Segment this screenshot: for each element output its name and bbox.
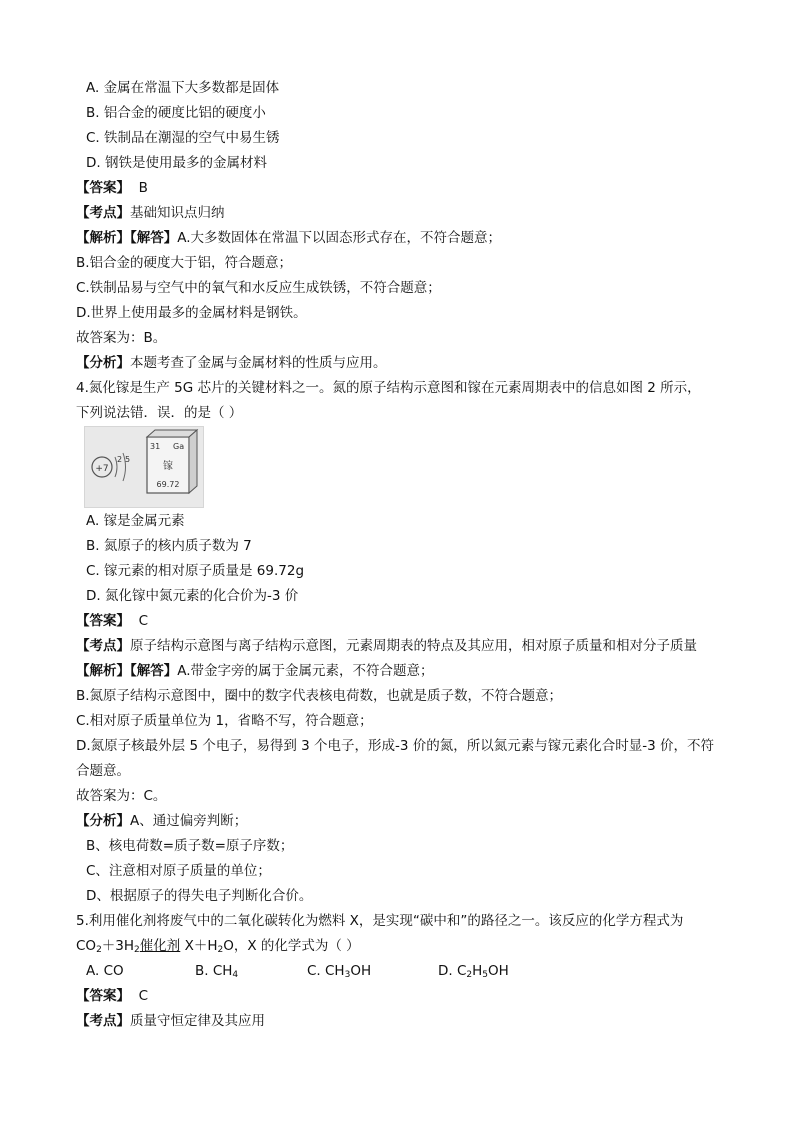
opt-d-sub2: 5 bbox=[482, 970, 489, 980]
q3-option-c: C. 铁制品在潮湿的空气中易生锈 bbox=[86, 130, 280, 146]
q3-summary bbox=[76, 353, 387, 373]
analysis-subtag: 【解答】 bbox=[130, 230, 178, 246]
q4-analysis-d-line-1: D.氮原子核最外层 5 个电子，易得到 3 个电子，形成-3 价的氮，所以氮元素与镓元素化合时显-3 价，不符 bbox=[76, 738, 715, 754]
eq-catalyst: 催化剂 bbox=[139, 938, 181, 954]
atom-and-element-figure bbox=[85, 427, 203, 507]
summary-tag: 【分析】 bbox=[76, 355, 130, 371]
q4-analysis-c: C.相对原子质量单位为 1，省略不写，符合题意； bbox=[76, 713, 373, 729]
q4-answer bbox=[76, 611, 148, 631]
point-text: 质量守恒定律及其应用 bbox=[130, 1013, 265, 1029]
eq-products: X＋H bbox=[180, 938, 218, 954]
q4-analysis-b: B.氮原子结构示意图中，圈中的数字代表核电荷数，也就是质子数，不符合题意； bbox=[76, 688, 563, 704]
opt-d-sub1: 2 bbox=[466, 970, 473, 980]
q4-final-answer: 故答案为：C。 bbox=[76, 788, 167, 804]
element-mass: 69.72 bbox=[156, 480, 180, 489]
point-tag: 【考点】 bbox=[76, 205, 130, 221]
eq-tail: O，X 的化学式为（ ） bbox=[223, 938, 360, 954]
shell-1-count: 2 bbox=[117, 455, 123, 464]
q4-figure bbox=[84, 426, 204, 508]
q3-option-b: B. 铝合金的硬度比铝的硬度小 bbox=[86, 105, 266, 121]
point-text: 基础知识点归纳 bbox=[130, 205, 225, 221]
eq-sub: 2 bbox=[217, 945, 224, 955]
summary-tag: 【分析】 bbox=[76, 813, 130, 829]
analysis-subtag: 【解答】 bbox=[130, 663, 178, 679]
q3-analysis-d: D.世界上使用最多的金属材料是钢铁。 bbox=[76, 305, 307, 321]
q3-analysis-b: B.铝合金的硬度大于铝，符合题意； bbox=[76, 255, 293, 271]
opt-b-sub: 4 bbox=[232, 970, 239, 980]
q5-point bbox=[76, 1011, 265, 1031]
opt-c-text: C. CH bbox=[307, 963, 345, 979]
q4-option-c: C. 镓元素的相对原子质量是 69.72g bbox=[86, 563, 305, 579]
answer-tag: 【答案】 bbox=[76, 988, 130, 1004]
summary-text: A、通过偏旁判断； bbox=[130, 813, 248, 829]
eq-sub: 2 bbox=[134, 945, 140, 955]
q5-option-d bbox=[438, 961, 509, 985]
q3-analysis-c: C.铁制品易与空气中的氧气和水反应生成铁锈，不符合题意； bbox=[76, 280, 441, 296]
answer-value: B bbox=[138, 180, 148, 196]
q4-summary-line-4: D、根据原子的得失电子判断化合价。 bbox=[86, 888, 313, 904]
analysis-text: A.大多数固体在常温下以固态形式存在，不符合题意； bbox=[177, 230, 502, 246]
q3-analysis-a bbox=[76, 228, 501, 248]
answer-tag: 【答案】 bbox=[76, 180, 130, 196]
element-symbol: Ga bbox=[173, 442, 185, 451]
q3-option-a: A. 金属在常温下大多数都是固体 bbox=[86, 80, 280, 96]
eq-sub: 2 bbox=[96, 945, 102, 955]
point-text: 原子结构示意图与离子结构示意图，元素周期表的特点及其应用，相对原子质量和相对分子质量 bbox=[130, 638, 697, 654]
analysis-text: A.带金字旁的属于金属元素，不符合题意； bbox=[177, 663, 434, 679]
q5-equation bbox=[76, 936, 360, 960]
nucleus-charge: +7 bbox=[95, 464, 109, 474]
answer-tag: 【答案】 bbox=[76, 613, 130, 629]
q5-option-b bbox=[195, 961, 238, 985]
q4-option-a: A. 镓是金属元素 bbox=[86, 513, 185, 529]
q3-final-answer: 故答案为：B。 bbox=[76, 330, 167, 346]
q4-summary-line-2: B、核电荷数=质子数=原子序数； bbox=[86, 838, 294, 854]
q3-answer bbox=[76, 178, 148, 198]
q4-summary-line-3: C、注意相对原子质量的单位； bbox=[86, 863, 271, 879]
opt-c-sub: 3 bbox=[344, 970, 351, 980]
q5-option-a: A. CO bbox=[86, 963, 124, 979]
element-name: 镓 bbox=[163, 461, 173, 472]
opt-d-rest: OH bbox=[488, 963, 509, 979]
q3-point bbox=[76, 203, 225, 223]
q4-point bbox=[76, 636, 697, 656]
opt-c-rest: OH bbox=[350, 963, 372, 979]
analysis-tag: 【解析】 bbox=[76, 663, 130, 679]
opt-d-text: D. C bbox=[438, 963, 467, 979]
q4-stem-line-2: 下列说法错．误．的是（ ） bbox=[76, 405, 243, 421]
q5-stem-line-1: 5.利用催化剂将废气中的二氧化碳转化为燃料 X，是实现“碳中和”的路径之一。该反应的化学方程式为 bbox=[76, 913, 684, 929]
q5-answer bbox=[76, 986, 148, 1006]
eq-h2: ＋3H bbox=[101, 938, 135, 954]
q4-stem-line-1: 4.氮化镓是生产 5G 芯片的关键材料之一。氮的原子结构示意图和镓在元素周期表中的信息如图 2 所示， bbox=[76, 380, 701, 396]
point-tag: 【考点】 bbox=[76, 638, 130, 654]
answer-value: C bbox=[138, 988, 149, 1004]
opt-b-text: B. CH bbox=[195, 963, 233, 979]
opt-d-h: H bbox=[472, 963, 483, 979]
q4-option-b: B. 氮原子的核内质子数为 7 bbox=[86, 538, 252, 554]
point-tag: 【考点】 bbox=[76, 1013, 130, 1029]
q4-analysis-d-line-2: 合题意。 bbox=[76, 763, 130, 779]
tile-side-face bbox=[189, 430, 197, 493]
q3-option-d: D. 钢铁是使用最多的金属材料 bbox=[86, 155, 267, 171]
atomic-number: 31 bbox=[150, 442, 161, 451]
eq-co2: CO bbox=[76, 938, 97, 954]
shell-2-count: 5 bbox=[125, 455, 131, 464]
answer-value: C bbox=[138, 613, 149, 629]
q4-summary bbox=[76, 811, 247, 831]
q4-analysis-a bbox=[76, 661, 434, 681]
q4-option-d: D. 氮化镓中氮元素的化合价为-3 价 bbox=[86, 588, 299, 604]
summary-text: 本题考查了金属与金属材料的性质与应用。 bbox=[130, 355, 387, 371]
q5-option-c bbox=[307, 961, 371, 985]
analysis-tag: 【解析】 bbox=[76, 230, 130, 246]
